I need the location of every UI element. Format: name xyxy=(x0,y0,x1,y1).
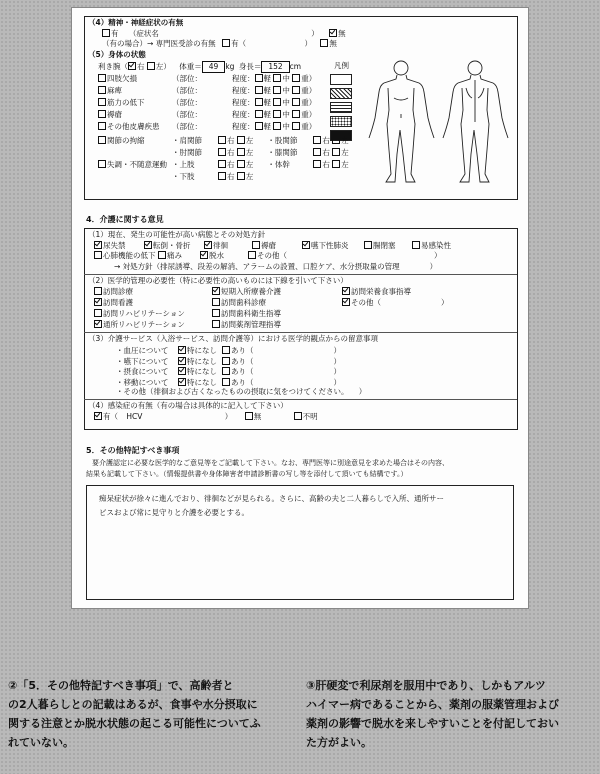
ataxia-checkbox[interactable] xyxy=(98,160,106,168)
q3-none-checkbox[interactable] xyxy=(178,367,186,375)
q2-service-checkbox[interactable] xyxy=(212,287,220,295)
q1-condition-row2: 心肺機能の低下 痛み 脱水 その他（ ） xyxy=(94,251,442,261)
right-checkbox[interactable] xyxy=(313,160,321,168)
ataxia-item-row: ・下肢 右 左 xyxy=(172,172,254,181)
severity-mid-checkbox[interactable] xyxy=(273,74,281,82)
other-notes-desc2: 結果も記載して下さい。（情報提供書や身体障害者申請診断書の写し等を添付して頂いても結構です。） xyxy=(86,470,408,478)
infection-no-checkbox[interactable] xyxy=(245,412,253,420)
commentary-right: ③肝硬変で利尿剤を服用中であり、しかもアルツ ハイマー病であることから、薬剤の服薬管理および 薬剤の影響で脱水を来しやすいことを付記しておい た方がよい。 xyxy=(306,679,559,749)
right-hand-checkbox[interactable] xyxy=(128,62,136,70)
condition-row: その他皮膚疾患 xyxy=(98,122,160,132)
q2-service-checkbox[interactable] xyxy=(342,298,350,306)
q3-other-row: ・その他（徘徊および古くなったものの摂取に気をつけてください。 ） xyxy=(116,387,367,396)
joints-item-row: ・肩関節 右 左 ・股関節 右 左 xyxy=(172,136,349,145)
body-state-title: （5）身体の状態 xyxy=(88,50,146,59)
condition-row: 褥瘡 xyxy=(98,110,122,120)
q1-condition-checkbox[interactable] xyxy=(302,241,310,249)
care-opinion-title: 4．介護に関する意見 xyxy=(86,215,164,224)
q2-row: 通所リハビリテーション 訪問薬剤管理指導 xyxy=(94,320,342,330)
q2-divider xyxy=(84,332,517,333)
weight-field[interactable]: 49 xyxy=(202,61,226,73)
q3-yes-checkbox[interactable] xyxy=(222,378,230,386)
specialist-no-checkbox[interactable] xyxy=(320,39,328,47)
q1-policy-text[interactable]: 排尿誘導、段差の解消、アラームの設置、口腔ケア、水分摂取量の管理 xyxy=(160,262,400,271)
specialist-row: （有の場合）→ 専門医受診の有無 有（ ） 無 xyxy=(102,39,337,48)
right-checkbox[interactable] xyxy=(218,136,226,144)
q2-service-checkbox[interactable] xyxy=(94,309,102,317)
q3-row: ・血圧について 特になし あり（ ） xyxy=(116,346,341,355)
condition-row: 四肢欠損 xyxy=(98,74,137,84)
left-checkbox[interactable] xyxy=(332,148,340,156)
condition-checkbox[interactable] xyxy=(98,74,106,82)
back-body-figure xyxy=(443,61,508,182)
ataxia-row: 失調・不随意運動 xyxy=(98,160,167,170)
legend-swatch-lines xyxy=(330,102,352,113)
condition-detail: （部位： 程度： 軽 中 重） xyxy=(172,110,317,119)
q2-service-checkbox[interactable] xyxy=(212,320,220,328)
q3-divider xyxy=(84,399,517,400)
q1-condition-checkbox[interactable] xyxy=(158,251,166,259)
other-notes-textbox[interactable]: 痴呆症状が徐々に進んでおり、徘徊などが見られる。さらに、高齢の夫と二人暮らしで入所、通所サー ビスおよび常に見守りと介護を必要とする。 xyxy=(86,485,514,600)
condition-checkbox[interactable] xyxy=(98,98,106,106)
q3-none-checkbox[interactable] xyxy=(178,346,186,354)
condition-row: 筋力の低下 xyxy=(98,98,145,108)
joints-checkbox[interactable] xyxy=(98,136,106,144)
handedness-row: 利き腕（ 右 左） 体重＝ 49 kg 身長＝ 152 cm xyxy=(98,62,302,71)
ataxia-item-row: ・上肢 右 左 ・体幹 右 左 xyxy=(172,160,349,169)
q2-service-checkbox[interactable] xyxy=(94,320,102,328)
condition-detail: （部位： 程度： 軽 中 重） xyxy=(172,74,317,83)
other-notes-desc1: 要介護認定に必要な医学的なご意見等をご記載して下さい。なお、専門医等に別途意見を求めた場合はその内容、 xyxy=(92,459,449,467)
q2-service-checkbox[interactable] xyxy=(212,309,220,317)
severity-mid-checkbox[interactable] xyxy=(273,98,281,106)
q2-service-checkbox[interactable] xyxy=(94,298,102,306)
condition-checkbox[interactable] xyxy=(98,86,106,94)
condition-detail: （部位： 程度： 軽 中 重） xyxy=(172,86,317,95)
mental-yes-checkbox[interactable] xyxy=(102,29,110,37)
right-checkbox[interactable] xyxy=(218,160,226,168)
body-diagram xyxy=(364,58,512,186)
left-checkbox[interactable] xyxy=(237,136,245,144)
commentary-left: ②「5．その他特記すべき事項」で、高齢者と の2人暮らしとの記載はあるが、食事や水分摂取に 関する注意とか脱水状態の起こる可能性についてふ れていない。 xyxy=(8,679,261,749)
q1-condition-checkbox[interactable] xyxy=(248,251,256,259)
left-checkbox[interactable] xyxy=(332,160,340,168)
q2-row: 訪問診療 短期入所療養介護 訪問栄養食事指導 xyxy=(94,287,472,297)
q2-service-checkbox[interactable] xyxy=(212,298,220,306)
q3-yes-checkbox[interactable] xyxy=(222,367,230,375)
severity-light-checkbox[interactable] xyxy=(255,98,263,106)
severity-heavy-checkbox[interactable] xyxy=(292,98,300,106)
infection-yes-checkbox[interactable] xyxy=(94,412,102,420)
q1-condition-checkbox[interactable] xyxy=(94,241,102,249)
left-checkbox[interactable] xyxy=(332,136,340,144)
q3-none-checkbox[interactable] xyxy=(178,357,186,365)
severity-light-checkbox[interactable] xyxy=(255,74,263,82)
q1-condition-checkbox[interactable] xyxy=(144,241,152,249)
q1-condition-checkbox[interactable] xyxy=(412,241,420,249)
severity-light-checkbox[interactable] xyxy=(255,86,263,94)
q2-title: （2）医学的管理の必要性（特に必要性の高いものには下線を引いて下さい） xyxy=(88,276,348,285)
q3-row: ・移動について 特になし あり（ ） xyxy=(116,377,341,387)
q1-condition-checkbox[interactable] xyxy=(94,251,102,259)
q4-title: （4）感染症の有無（有の場合は具体的に記入して下さい） xyxy=(88,401,288,410)
left-checkbox[interactable] xyxy=(237,172,245,180)
q1-condition-row1: 尿失禁 転倒・骨折 徘徊 褥瘡 嚥下性肺炎 腸閉塞 易感染性 xyxy=(94,241,462,251)
severity-mid-checkbox[interactable] xyxy=(273,86,281,94)
other-notes-title: 5．その他特記すべき事項 xyxy=(86,446,180,455)
height-field[interactable]: 152 xyxy=(261,61,289,73)
legend-swatch-hatch xyxy=(330,88,352,99)
q2-service-checkbox[interactable] xyxy=(94,287,102,295)
q4-row: 有（ HCV ） 無 不明 xyxy=(94,412,318,422)
condition-detail: （部位： 程度： 軽 中 重） xyxy=(172,98,317,107)
condition-checkbox[interactable] xyxy=(98,110,106,118)
severity-heavy-checkbox[interactable] xyxy=(292,122,300,130)
q2-service-checkbox[interactable] xyxy=(342,287,350,295)
condition-detail: （部位： 程度： 軽 中 重） xyxy=(172,122,317,131)
q3-yes-checkbox[interactable] xyxy=(222,346,230,354)
condition-row: 麻痺 xyxy=(98,86,122,96)
severity-heavy-checkbox[interactable] xyxy=(292,110,300,118)
q2-row: 訪問看護 訪問歯科診療 その他（ ） xyxy=(94,298,472,308)
q1-condition-checkbox[interactable] xyxy=(364,241,372,249)
mental-symptoms-row: 有 （症状名 ） 無 xyxy=(102,29,346,39)
legend-swatch-dots xyxy=(330,116,352,127)
severity-mid-checkbox[interactable] xyxy=(273,110,281,118)
q1-condition-checkbox[interactable] xyxy=(252,241,260,249)
right-checkbox[interactable] xyxy=(313,148,321,156)
q3-title: （3）介護サービス（入浴サービス、訪問介護等）における医学的観点からの留意事項 xyxy=(88,334,378,343)
left-hand-checkbox[interactable] xyxy=(147,62,155,70)
left-checkbox[interactable] xyxy=(237,160,245,168)
q1-policy-row: → 対処方針（排尿誘導、段差の解消、アラームの設置、口腔ケア、水分摂取量の管理 ） xyxy=(114,262,438,271)
right-checkbox[interactable] xyxy=(218,148,226,156)
infection-unknown-checkbox[interactable] xyxy=(294,412,302,420)
specialist-yes-checkbox[interactable] xyxy=(222,39,230,47)
q1-title: （1）現在、発生の可能性が高い病態とその対処方針 xyxy=(88,230,266,239)
legend-swatch-blank xyxy=(330,74,352,85)
q3-none-checkbox[interactable] xyxy=(178,378,186,386)
severity-heavy-checkbox[interactable] xyxy=(292,74,300,82)
right-checkbox[interactable] xyxy=(313,136,321,144)
mental-no-checkbox[interactable] xyxy=(329,29,337,37)
condition-checkbox[interactable] xyxy=(98,122,106,130)
q3-row: ・摂食について 特になし あり（ ） xyxy=(116,367,341,376)
legend-title: 凡例 xyxy=(334,61,349,70)
severity-light-checkbox[interactable] xyxy=(255,122,263,130)
q1-condition-checkbox[interactable] xyxy=(200,251,208,259)
q1-divider xyxy=(84,274,517,275)
severity-light-checkbox[interactable] xyxy=(255,110,263,118)
mental-symptoms-title: （4）精神・神経症状の有無 xyxy=(88,18,184,27)
infection-name[interactable]: HCV xyxy=(126,412,143,421)
severity-heavy-checkbox[interactable] xyxy=(292,86,300,94)
left-checkbox[interactable] xyxy=(237,148,245,156)
opinion-form-sheet xyxy=(72,8,528,608)
front-body-figure xyxy=(369,61,434,182)
q3-row: ・嚥下について 特になし あり（ ） xyxy=(116,356,341,366)
severity-mid-checkbox[interactable] xyxy=(273,122,281,130)
right-checkbox[interactable] xyxy=(218,172,226,180)
q3-yes-checkbox[interactable] xyxy=(222,357,230,365)
q1-condition-checkbox[interactable] xyxy=(204,241,212,249)
joints-item-row: ・肘関節 右 左 ・膝関節 右 左 xyxy=(172,148,349,157)
q2-row: 訪問リハビリテーション 訪問歯科衛生指導 xyxy=(94,309,342,319)
joints-row: 関節の拘縮 xyxy=(98,136,145,146)
